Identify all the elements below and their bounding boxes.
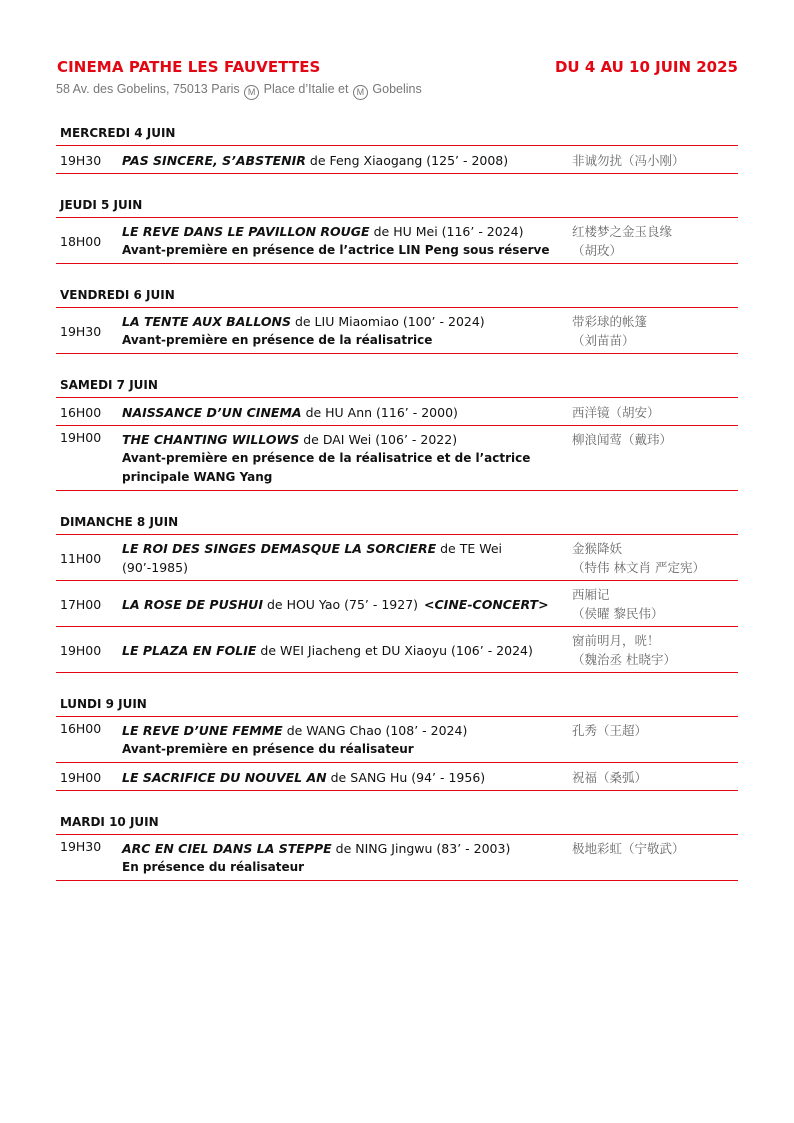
film-details: de HOU Yao (75’ - 1927) (266, 596, 419, 612)
chinese-title (572, 222, 672, 260)
film-details: de HU Mei (116’ - 2024) (373, 224, 524, 239)
screening-row (56, 627, 738, 673)
chinese-title (572, 539, 705, 577)
chinese-title (572, 721, 647, 740)
address (56, 82, 738, 102)
film-details: de DAI Wei (106’ - 2022) (303, 432, 458, 447)
schedule (56, 122, 738, 881)
screening-time: 11H00 (60, 550, 102, 566)
screening-info (122, 839, 566, 877)
metro-icon: M (353, 85, 368, 100)
chinese-title-line: 红楼梦之金玉良缘 (572, 224, 673, 239)
film-details: de WEI Jiacheng et DU Xiaoyu (106’ - 2024) (260, 642, 533, 658)
address-station-2: Gobelins (372, 82, 422, 96)
screening-time: 19H30 (60, 323, 102, 339)
day-label: SAMEDI 7 JUIN (56, 374, 738, 398)
screening-info (122, 222, 566, 260)
metro-icon: M (244, 85, 259, 100)
film-title: LE SACRIFICE DU NOUVEL AN (122, 769, 327, 785)
screening-row (56, 581, 738, 627)
screening-info (122, 641, 566, 660)
chinese-credits-line: （胡玫） (572, 243, 623, 258)
chinese-credits-line: （特伟 林文肖 严定宪） (572, 560, 705, 575)
day-label: DIMANCHE 8 JUIN (56, 511, 738, 535)
screening-info (122, 595, 566, 614)
chinese-credits-line: （魏治丞 杜晓宇） (572, 652, 676, 667)
screening-time: 19H00 (60, 642, 102, 658)
film-title: THE CHANTING WILLOWS (122, 432, 300, 447)
chinese-title (572, 430, 672, 449)
header (56, 56, 738, 80)
screening-time: 17H00 (60, 596, 102, 612)
chinese-title-line: 西厢记 (572, 587, 610, 602)
film-title: LA TENTE AUX BALLONS (122, 314, 291, 329)
day-label: VENDREDI 6 JUIN (56, 284, 738, 308)
screening-time: 19H00 (60, 430, 102, 445)
program-page (56, 56, 738, 881)
chinese-title (572, 312, 647, 350)
chinese-title-line: 柳浪闻莺（戴玮） (572, 432, 673, 447)
chinese-title-line: 带彩球的帐篷 (572, 314, 648, 329)
film-title: LE REVE DANS LE PAVILLON ROUGE (122, 224, 370, 239)
screening-info (122, 312, 566, 350)
screening-note: Avant-première en présence du réalisateur (122, 742, 414, 756)
day-section (56, 284, 738, 354)
film-details: de Feng Xiaogang (125’ - 2008) (309, 152, 509, 168)
film-details: de LIU Miaomiao (100’ - 2024) (294, 314, 485, 329)
film-details: de TE Wei (90’-1985) (122, 541, 503, 575)
screening-info (122, 539, 566, 577)
chinese-credits-line: （刘苗苗） (572, 333, 635, 348)
screening-note: Avant-première en présence de la réalisatrice (122, 333, 433, 347)
film-title: LE REVE D’UNE FEMME (122, 723, 283, 738)
day-label: MARDI 10 JUIN (56, 811, 738, 835)
film-details: de WANG Chao (108’ - 2024) (286, 723, 468, 738)
screening-time: 19H30 (60, 839, 102, 854)
screening-time: 19H30 (60, 152, 102, 168)
chinese-title-line: 金猴降妖 (572, 541, 623, 556)
day-label: MERCREDI 4 JUIN (56, 122, 738, 146)
screening-time: 16H00 (60, 721, 102, 736)
screening-info (122, 768, 566, 787)
screening-time: 18H00 (60, 233, 102, 249)
film-title: NAISSANCE D’UN CINEMA (122, 404, 302, 420)
screening-row (56, 717, 738, 763)
screening-row (56, 763, 738, 791)
screening-row (56, 535, 738, 581)
screening-row (56, 146, 738, 174)
film-title: LE PLAZA EN FOLIE (122, 642, 257, 658)
screening-note: Avant-première en présence de l’actrice LIN Peng sous réserve (122, 243, 550, 257)
screening-time: 19H00 (60, 769, 102, 785)
film-details: de SANG Hu (94’ - 1956) (330, 769, 486, 785)
date-range: DU 4 AU 10 JUIN 2025 (554, 58, 738, 76)
chinese-title (572, 631, 676, 669)
film-title: LE ROI DES SINGES DEMASQUE LA SORCIERE (122, 541, 437, 556)
event-tag: <CINE-CONCERT> (424, 596, 549, 612)
screening-info (122, 151, 566, 170)
cinema-title: CINEMA PATHE LES FAUVETTES (57, 58, 321, 76)
chinese-title-line: 极地彩虹（宁敬武） (572, 841, 685, 856)
chinese-title (572, 151, 685, 170)
screening-info (122, 403, 566, 422)
day-label: LUNDI 9 JUIN (56, 693, 738, 717)
screening-info (122, 430, 566, 487)
chinese-title (572, 839, 685, 858)
address-station-1: Place d’Italie et (263, 82, 349, 96)
chinese-title (572, 403, 660, 422)
film-title: ARC EN CIEL DANS LA STEPPE (122, 841, 332, 856)
screening-note: En présence du réalisateur (122, 860, 305, 874)
chinese-title-line: 窗前明月，咣！ (572, 633, 660, 648)
chinese-credits-line: （侯曜 黎民伟） (572, 606, 664, 621)
chinese-title-line: 孔秀（王超） (572, 723, 648, 738)
film-title: PAS SINCERE, S’ABSTENIR (122, 152, 306, 168)
day-section (56, 194, 738, 264)
film-details: de NING Jingwu (83’ - 2003) (335, 841, 511, 856)
chinese-title-line: 非诚勿扰（冯小刚） (572, 152, 685, 168)
chinese-title (572, 768, 647, 787)
address-street: 58 Av. des Gobelins, 75013 Paris (56, 82, 240, 96)
chinese-title-line: 祝福（桑弧） (572, 769, 648, 785)
film-details: de HU Ann (116’ - 2000) (305, 404, 458, 420)
day-section (56, 122, 738, 174)
chinese-title-line: 西洋镜（胡安） (572, 404, 660, 420)
chinese-title (572, 585, 663, 623)
screening-row (56, 218, 738, 264)
day-section (56, 511, 738, 673)
screening-info (122, 721, 566, 759)
screening-row (56, 398, 738, 426)
day-section (56, 374, 738, 491)
day-section (56, 693, 738, 791)
day-label: JEUDI 5 JUIN (56, 194, 738, 218)
screening-note: Avant-première en présence de la réalisatrice et de l’actrice principale WANG Yang (122, 451, 531, 484)
screening-row (56, 835, 738, 881)
day-section (56, 811, 738, 881)
film-title: LA ROSE DE PUSHUI (122, 596, 263, 612)
screening-row (56, 308, 738, 354)
screening-row (56, 426, 738, 491)
screening-time: 16H00 (60, 404, 102, 420)
